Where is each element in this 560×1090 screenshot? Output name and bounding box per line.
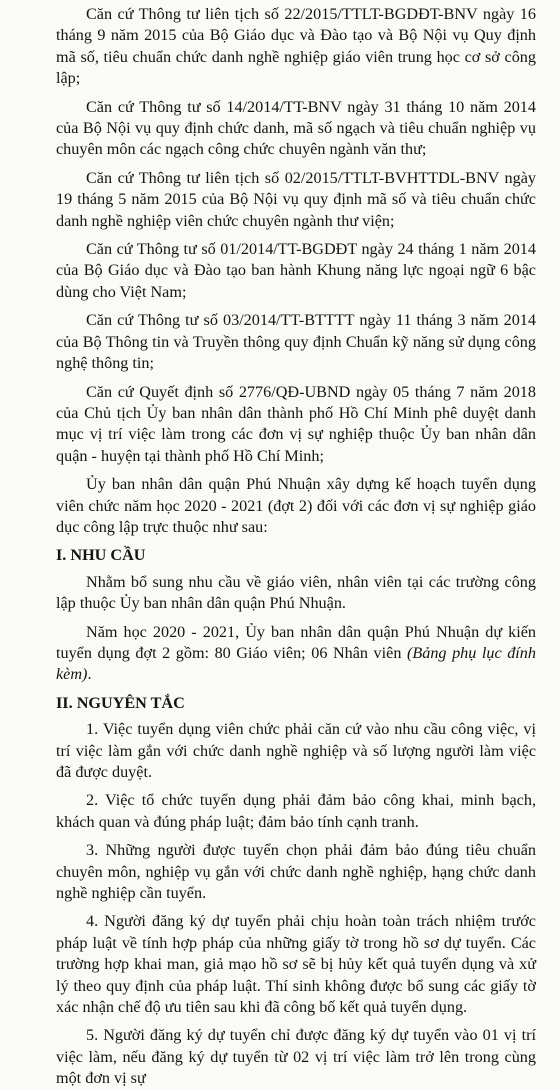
intro-paragraph-7: Ủy ban nhân dân quận Phú Nhuận xây dựng kế hoạch tuyển dụng viên chức năm học 2020 - 2021 (đợt 2) đối với các đơn vị sự nghiệp giáo dục công lập trực thuộc như sau: — [56, 475, 536, 536]
intro-paragraph-5: Căn cứ Thông tư số 03/2014/TT-BTTTT ngày 11 tháng 3 năm 2014 của Bộ Thông tin và Truyền thông quy định Chuẩn kỹ năng sử dụng công nghệ thông tin; — [56, 311, 536, 373]
appendix-note: (Bảng phụ lục đính kèm) — [56, 643, 536, 684]
intro-paragraph-3: Căn cứ Thông tư liên tịch số 02/2015/TTLT-BVHTTDL-BNV ngày 19 tháng 5 năm 2015 của Bộ Nội vụ quy định mã số và tiêu chuẩn chức danh nghề nghiệp viên chức chuyên ngành thư viện; — [56, 168, 536, 230]
section-heading-nhu-cau: I. NHU CẦU — [56, 546, 146, 565]
intro-paragraph-2: Căn cứ Thông tư số 14/2014/TT-BNV ngày 31 tháng 10 năm 2014 của Bộ Nội vụ quy định chức danh, mã số ngạch và tiêu chuẩn nghiệp vụ chuyên môn các ngạch công chức chuyên ngành văn thư; — [56, 97, 536, 159]
section1-paragraph-2 — [56, 622, 536, 686]
intro-paragraph-6: Căn cứ Quyết định số 2776/QĐ-UBND ngày 05 tháng 7 năm 2018 của Chủ tịch Ủy ban nhân dân thành phố Hồ Chí Minh phê duyệt danh mục vị trí việc làm trong các đơn vị sự nghiệp thuộc Ủy ban nhân dân quận - huyện tại thành phố Hồ Chí Minh; — [56, 382, 536, 465]
principle-item-4: 4. Người đăng ký dự tuyển phải chịu hoàn toàn trách nhiệm trước pháp luật về tính hợp pháp của những giấy tờ trong hồ sơ dự tuyển. Các trường hợp khai man, giả mạo hồ sơ sẽ bị hủy kết quả tuyển dụng và xử lý theo quy định của pháp luật. Thí sinh không được bổ sung các giấy tờ xác nhận chế độ ưu tiên sau khi đã công bố kết quả tuyển dụng. — [56, 912, 536, 1017]
intro-paragraph-1: Căn cứ Thông tư liên tịch số 22/2015/TTLT-BGDĐT-BNV ngày 16 tháng 9 năm 2015 của Bộ Giáo dục và Đào tạo và Bộ Nội vụ Quy định mã số, tiêu chuẩn chức danh nghề nghiệp giáo viên trung học cơ sở công lập; — [56, 5, 536, 88]
principle-item-3: 3. Những người được tuyển chọn phải đảm bảo đúng tiêu chuẩn chuyên môn, nghiệp vụ gắn với chức danh nghề nghiệp, hạng chức danh nghề nghiệp cần tuyển. — [56, 841, 536, 903]
principle-item-1: 1. Việc tuyển dụng viên chức phải căn cứ vào nhu cầu công việc, vị trí việc làm gắn với chức danh nghề nghiệp và số lượng người làm việc đã được duyệt. — [56, 720, 536, 781]
section1-paragraph-2-end: . — [87, 665, 92, 684]
intro-paragraph-4: Căn cứ Thông tư số 01/2014/TT-BGDĐT ngày 24 tháng 1 năm 2014 của Bộ Giáo dục và Đào tạo ban hành Khung năng lực ngoại ngữ 6 bậc dùng cho Việt Nam; — [56, 240, 536, 301]
section1-paragraph-2-text: Năm học 2020 - 2021, Ủy ban nhân dân quận Phú Nhuận dự kiến tuyển dụng đợt 2 gồm: 80 Giáo viên; 06 Nhân viên — [56, 622, 536, 662]
principle-item-2: 2. Việc tổ chức tuyển dụng phải đảm bảo công khai, minh bạch, khách quan và đúng pháp luật; đảm bảo tính cạnh tranh. — [56, 791, 536, 831]
principle-item-5: 5. Người đăng ký dự tuyển chỉ được đăng ký dự tuyển vào 01 vị trí việc làm, nếu đăng ký dự tuyển từ 02 vị trí việc làm trở lên trong cùng một đơn vị sự — [56, 1026, 536, 1088]
section1-paragraph-1: Nhằm bổ sung nhu cầu về giáo viên, nhân viên tại các trường công lập thuộc Ủy ban nhân dân quận Phú Nhuận. — [56, 572, 536, 613]
section-heading-nguyen-tac: II. NGUYÊN TẮC — [56, 693, 185, 712]
